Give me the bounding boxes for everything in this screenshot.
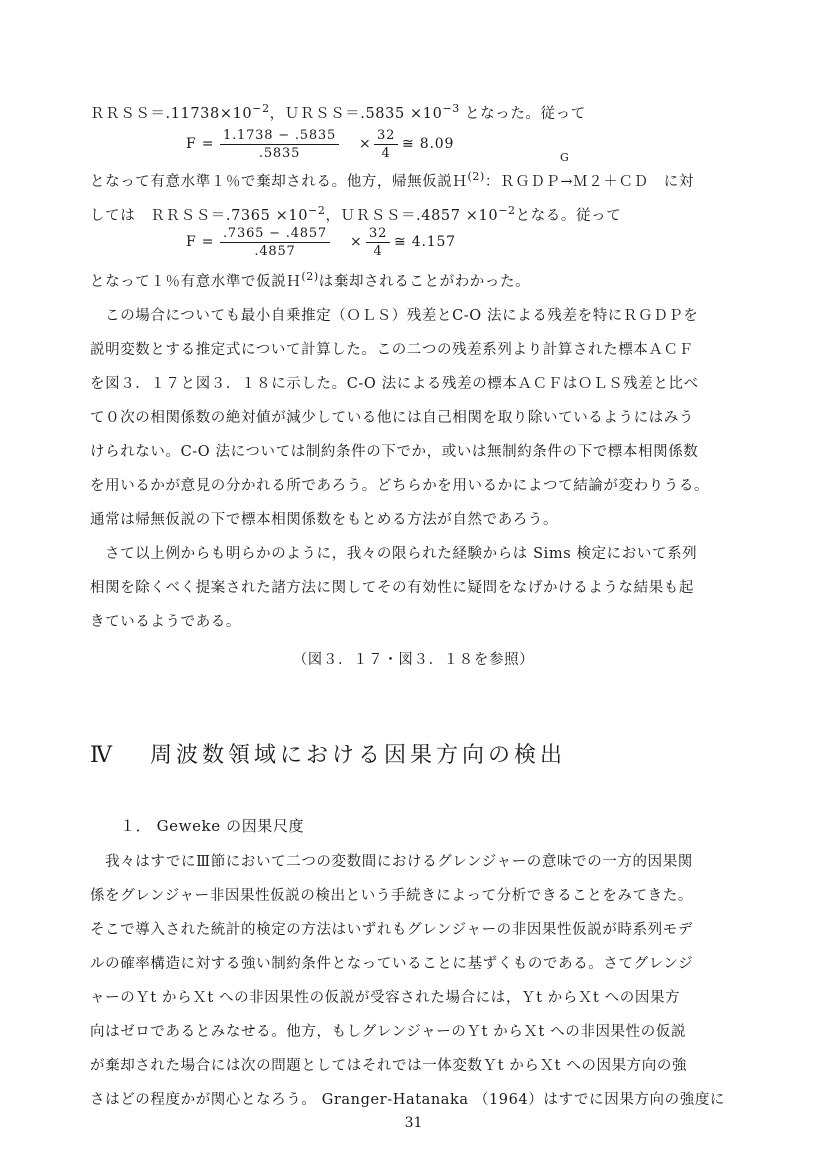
exponent: −2 (308, 204, 326, 218)
paragraph-line: 通常は帰無仮説の下で標本相関係数をもとめる方法が自然であろう。 (90, 512, 559, 528)
f-result: ≅ 4.157 (394, 234, 456, 250)
hypothesis-line (90, 170, 694, 191)
exponent: −2 (252, 102, 270, 116)
urss-value-1: ，ＵＲＳＳ＝.5835 ×10 (269, 106, 443, 122)
paragraph-line: ルの確率構造に対する強い制約条件となっていることに基ずくものである。さてグレンジ (90, 956, 694, 972)
section-number: Ⅳ (90, 743, 116, 768)
f-hat-symbol: F = (186, 234, 215, 250)
line-text: ：ＲＧＤＰ→Ｍ２＋ＣＤ に対 (484, 174, 694, 190)
numerator: .7365 − .4857 (220, 226, 330, 243)
paragraph-line: 向はゼロであるとみなせる。他方，もしグレンジャーのＹt からＸt への非因果性の仮説 (90, 1024, 687, 1040)
f-hat-symbol: F = (186, 136, 215, 152)
subsection-heading (120, 815, 304, 836)
paragraph-line: を用いるかが意見の分かれる所であろう。どちらかを用いるかによつて結論が変わりうる。 (90, 478, 710, 494)
paragraph-line: この場合についても最小自乗推定（ＯＬＳ）残差とC-O 法による残差を特にＲＧＤＰを (90, 308, 699, 324)
line-text: となった。従って (459, 106, 586, 122)
page-number: 31 (404, 1115, 423, 1131)
paragraph-line: けられない。C-O 法については制約条件の下でか，或いは無制約条件の下で標本相関係数 (90, 444, 699, 460)
numerator: 32 (374, 128, 398, 145)
line-text: となって有意水準１％で棄却される。他方，帰無仮説Ｈ (90, 174, 468, 190)
paragraph-line: そこで導入された統計的検定の方法はいずれもグレンジャーの非因果性仮説が時系列モデ (90, 922, 693, 938)
f-result: ≅ 8.09 (402, 136, 455, 152)
exponent: −3 (442, 102, 460, 116)
denominator: .5835 (258, 146, 301, 161)
paragraph-line: 係をグレンジャー非因果性仮説の検出という手続きによって分析できることをみてきた。 (90, 888, 693, 904)
line-text: は棄却されることがわかった。 (318, 274, 531, 290)
paragraph-line: ャーのＹt からＸt への非因果性の仮説が受容された場合には，Ｙt からＸt への因果方 (90, 990, 681, 1006)
paragraph-line: 我々はすでにⅢ節において二つの変数間におけるグレンジャーの意味での一方的因果関 (90, 854, 693, 870)
paragraph-line: て０次の相関係数の絶対値が減少している他には自己相関を取り除いているようにはみう (90, 410, 694, 426)
numerator: 1.1738 − .5835 (220, 128, 339, 145)
denominator: 4 (373, 244, 383, 259)
subsection-number: １． (120, 817, 152, 835)
rrss-value-2: しては ＲＲＳＳ＝.7365 ×10 (90, 208, 309, 224)
times-sign: × (359, 136, 372, 152)
denominator: 4 (381, 146, 391, 161)
paragraph-line: 説明変数とする推定式について計算した。この二つの残差系列より計算された標本ＡＣＦ (90, 342, 694, 358)
exponent: −2 (498, 204, 516, 218)
subsection-title: Geweke の因果尺度 (156, 817, 305, 835)
denominator: .4857 (254, 244, 296, 259)
rss-line-2 (90, 204, 621, 225)
line-text: となる。従って (515, 208, 622, 224)
line-text: となって１％有意水準で仮説Ｈ (90, 274, 302, 290)
fraction (220, 226, 330, 259)
paragraph-line: が棄却された場合には次の問題としてはそれでは一体変数Ｙt からＸt への因果方向の強 (90, 1058, 688, 1074)
paragraph-line: さはどの程度かが関心となろう。 Granger-Hatanaka （1964）はすでに因果方向の強度に (90, 1092, 726, 1108)
rrss-value-1: ＲＲＳＳ＝.11738×10 (90, 106, 253, 122)
hypothesis-superscript: (2) (301, 270, 319, 284)
figure-reference: （図３．１７・図３．１８を参照） (292, 652, 535, 668)
section-title: 周波数領域における因果方向の検出 (150, 743, 567, 768)
rss-line-1 (90, 102, 586, 123)
times-sign: × (350, 234, 363, 250)
paragraph-line: 相関を除くべく提案された諸方法に関してその有効性に疑問をなげかけるような結果も起 (90, 580, 694, 596)
section-heading (90, 738, 566, 769)
paragraph-line: さて以上例からも明らかのように，我々の限られた経験からは Sims 検定において系列 (90, 546, 698, 562)
paragraph-line: きているようである。 (90, 614, 241, 630)
conclusion-line (90, 270, 530, 291)
arrow-label: G (560, 151, 569, 164)
hypothesis-superscript: (2) (467, 170, 485, 184)
fraction (374, 128, 398, 161)
fraction (366, 226, 390, 259)
paragraph-line: を図３．１７と図３．１８に示した。C-O 法による残差の標本ＡＣＦはＯＬＳ残差と比べ (90, 376, 699, 392)
numerator: 32 (366, 226, 390, 243)
fraction (220, 128, 339, 161)
urss-value-2: ，ＵＲＳＳ＝.4857 ×10 (325, 208, 499, 224)
